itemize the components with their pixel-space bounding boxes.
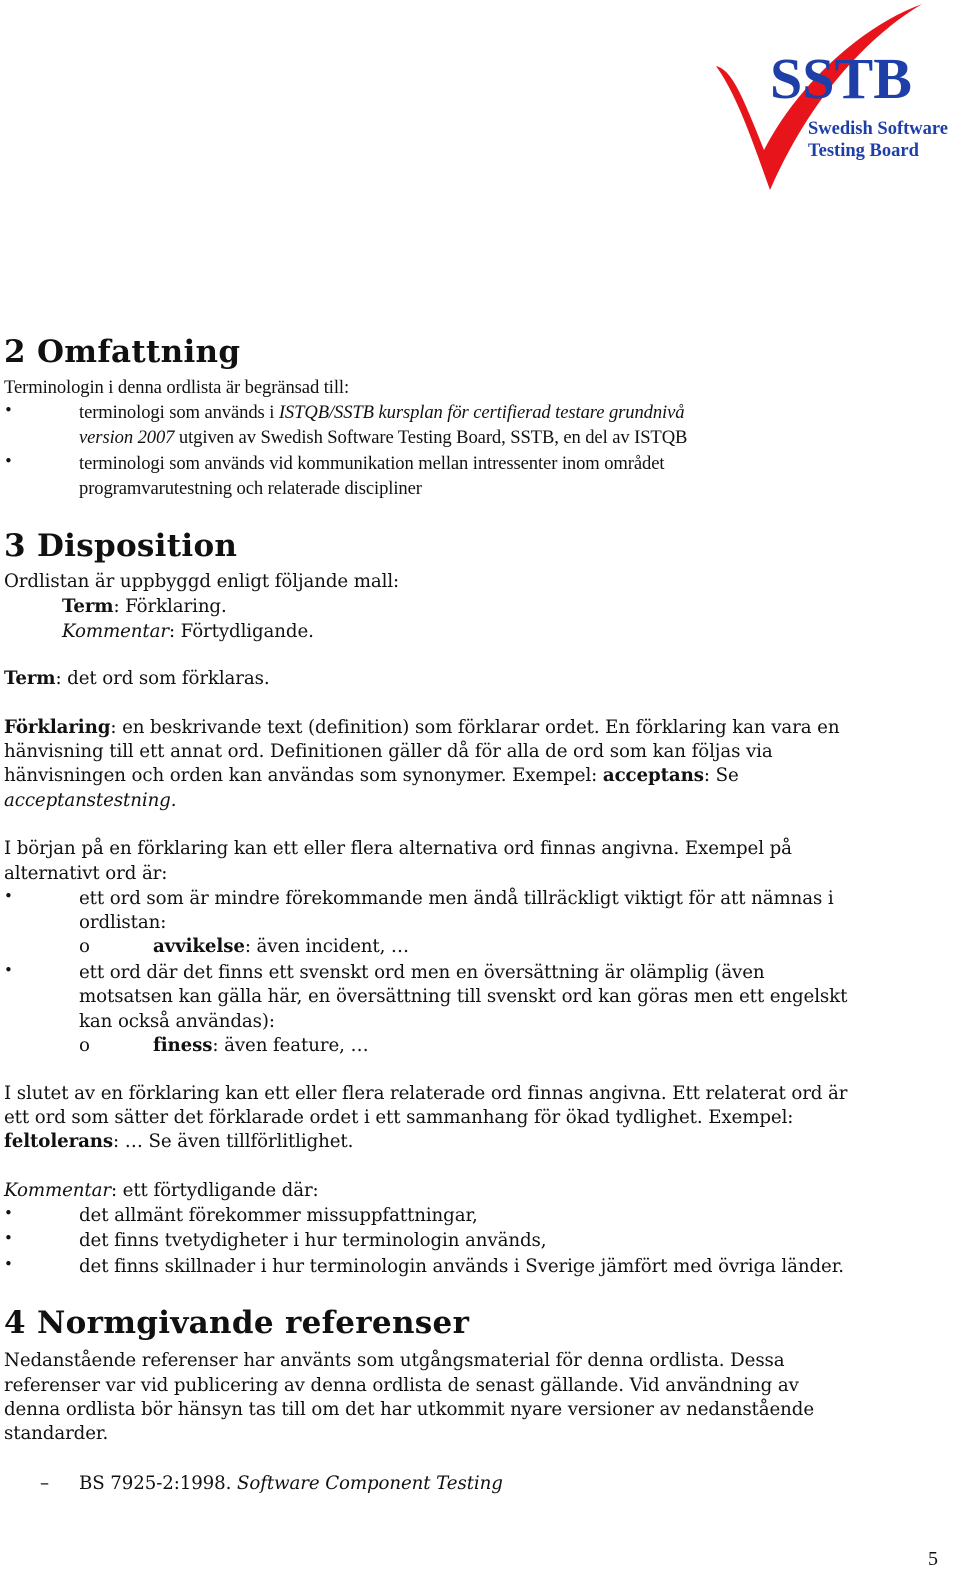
sstb-logo [712,0,952,200]
kommentar-bullet-2: det finns tvetydigheter i hur terminologin används, [79,1230,547,1251]
s2-bullet-2-line-2: programvarutestning och relaterade discipliner [79,478,422,499]
reference-dash: – [40,1473,49,1494]
logo-line2: Testing Board [808,141,919,161]
alt-bullet-2-line-1: ett ord där det finns ett svenskt ord men en översättning är olämplig (även [79,962,765,983]
page-number: 5 [928,1548,938,1570]
section-2-heading: 2 Omfattning [4,334,241,370]
bullet-marker: • [4,452,13,470]
kommentar-intro: Kommentar: ett förtydligande där: [4,1180,319,1201]
relaterade-line-3: feltolerans: … Se även tillförlitlighet. [4,1131,354,1152]
forklaring-line-3: hänvisningen och orden kan användas som synonymer. Exempel: acceptans: Se [4,765,739,786]
alt-bullet-2-line-3: kan också användas): [79,1011,275,1032]
forklaring-line-1: Förklaring: en beskrivande text (definition) som förklarar ordet. En förklaring kan vara en [4,717,840,738]
bullet-marker: • [4,887,13,905]
section-4-heading: 4 Normgivande referenser [4,1305,470,1341]
section-4-line-4: standarder. [4,1423,109,1444]
bullet-marker: • [4,1229,13,1247]
section-3-intro: Ordlistan är uppbyggd enligt följande mall: [4,571,400,592]
bullet-marker: • [4,1255,13,1273]
s2-bullet-1-line-2: version 2007 utgiven av Swedish Software Testing Board, SSTB, en del av ISTQB [79,427,688,448]
bullet-marker: • [4,961,13,979]
logo-acronym: SSTB [770,46,912,111]
sub-bullet-marker: o [79,1035,90,1056]
alt-bullet-1-line-2: ordlistan: [79,912,167,933]
section-4-line-2: referenser var vid publicering av denna ordlista de senast gällande. Vid användning av [4,1375,799,1396]
forklaring-line-4: acceptanstestning. [4,790,177,811]
kommentar-bullet-1: det allmänt förekommer missuppfattningar, [79,1205,478,1226]
alternativ-line-2: alternativt ord är: [4,863,168,884]
alt-bullet-1-line-1: ett ord som är mindre förekommande men ändå tillräckligt viktigt för att nämnas i [79,888,834,909]
relaterade-line-2: ett ord som sätter det förklarade ordet i ett sammanhang för ökad tydlighet. Exempel: [4,1107,794,1128]
s2-bullet-2-line-1: terminologi som används vid kommunikation mellan intressenter inom området [79,453,665,474]
section-2-intro: Terminologin i denna ordlista är begränsad till: [4,377,350,398]
alternativ-line-1: I början på en förklaring kan ett eller flera alternativa ord finnas angivna. Exempel på [4,838,792,859]
relaterade-line-1: I slutet av en förklaring kan ett eller flera relaterade ord finnas angivna. Ett relaterat ord är [4,1083,848,1104]
logo-line1: Swedish Software [808,119,948,139]
section-4-line-3: denna ordlista bör hänsyn tas till om det har utkommit nyare versioner av nedanstående [4,1399,814,1420]
alt-sub-finess: finess: även feature, … [153,1035,369,1056]
template-term: Term: Förklaring. [62,596,227,617]
alt-bullet-2-line-2: motsatsen kan gälla här, en översättning till svenskt ord kan göras men ett engelskt [79,986,848,1007]
term-definition: Term: det ord som förklaras. [4,668,270,689]
bullet-marker: • [4,401,13,419]
forklaring-line-2: hänvisning till ett annat ord. Definitionen gäller då för alla de ord som kan följas via [4,741,773,762]
s2-bullet-1-line-1: terminologi som används i ISTQB/SSTB kursplan för certifierad testare grundnivå [79,402,685,423]
template-kommentar: Kommentar: Förtydligande. [62,621,314,642]
section-3-heading: 3 Disposition [4,528,238,564]
section-4-line-1: Nedanstående referenser har använts som utgångsmaterial för denna ordlista. Dessa [4,1350,785,1371]
sub-bullet-marker: o [79,936,90,957]
alt-sub-avvikelse: avvikelse: även incident, … [153,936,410,957]
sstb-logo-mark [712,0,952,200]
bullet-marker: • [4,1204,13,1222]
reference-bs-7925: BS 7925-2:1998. Software Component Testing [79,1473,503,1494]
kommentar-bullet-3: det finns skillnader i hur terminologin används i Sverige jämfört med övriga länder. [79,1256,844,1277]
